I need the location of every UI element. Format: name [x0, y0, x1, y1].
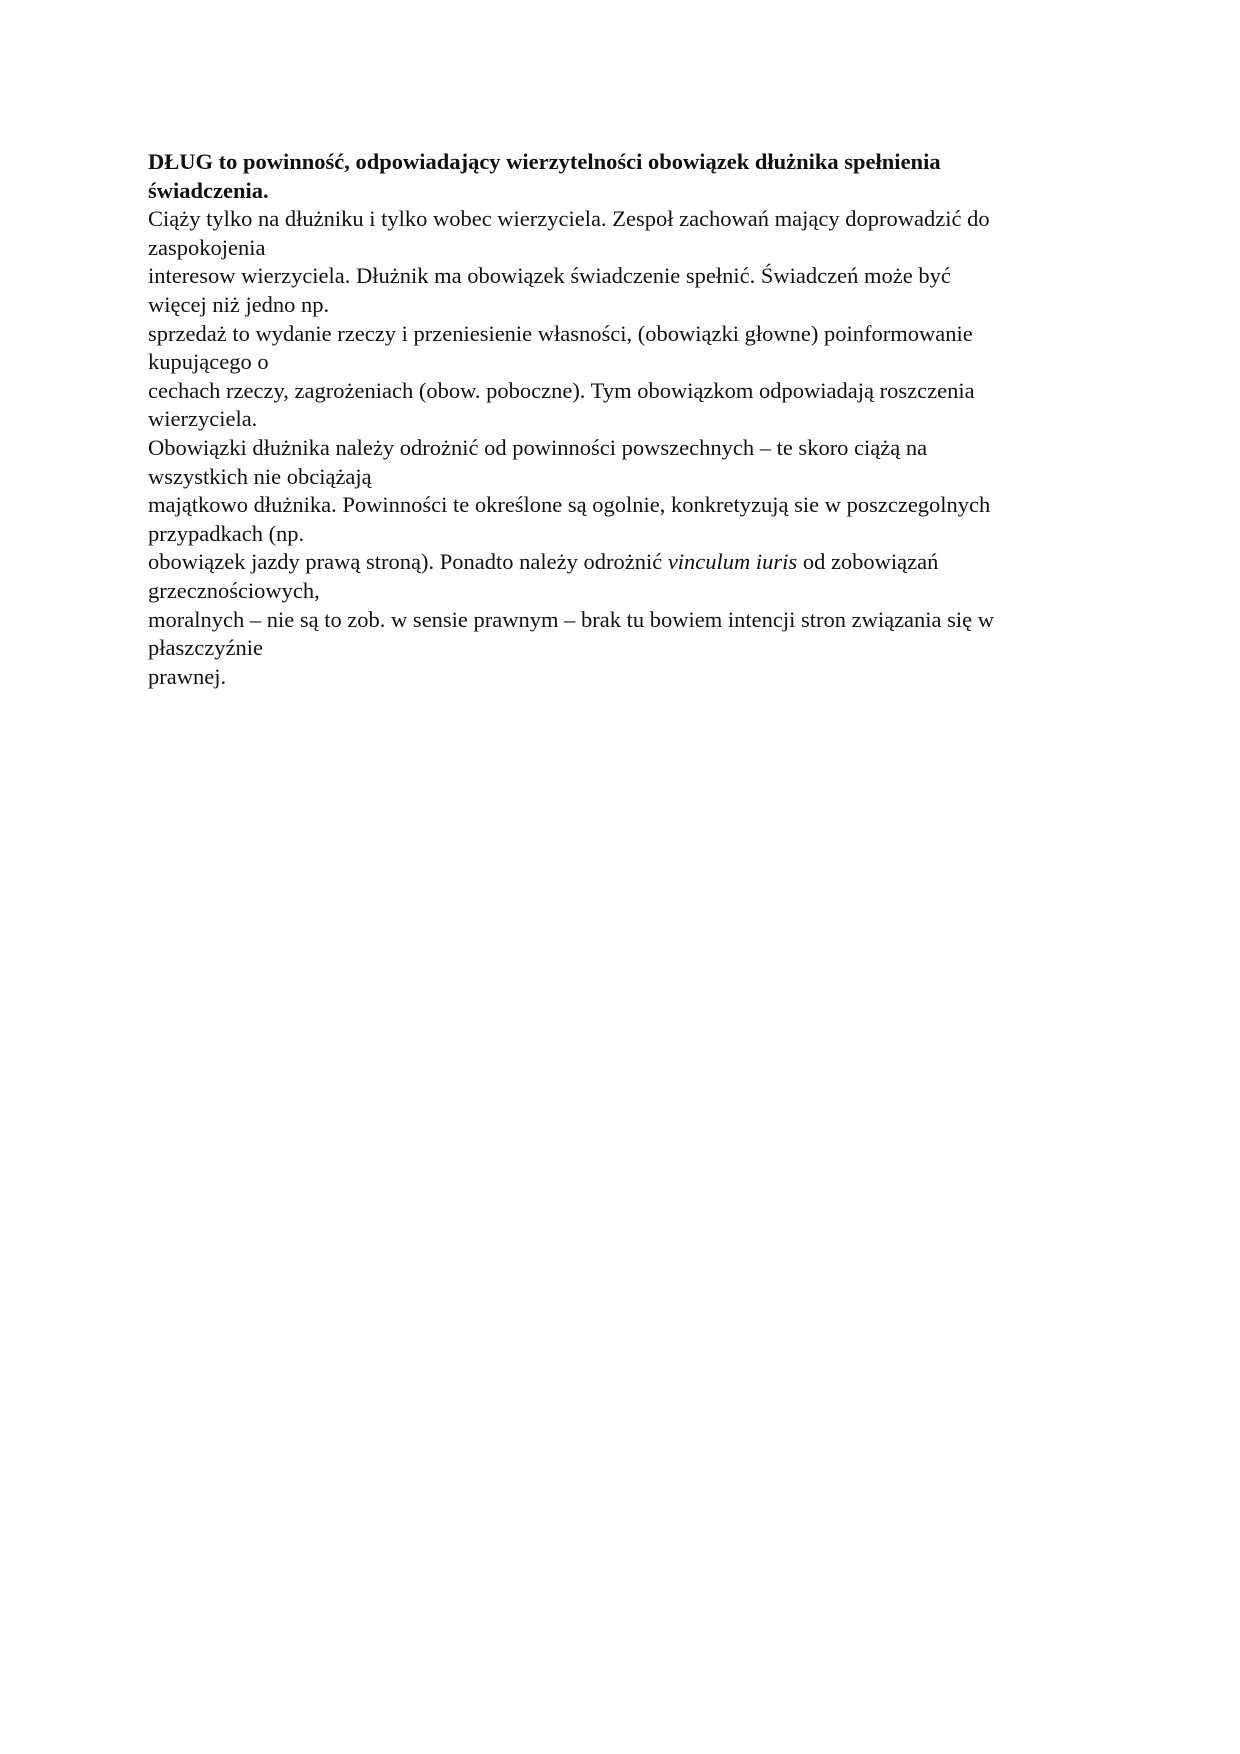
- body-line: grzecznościowych,: [148, 577, 320, 603]
- body-line: Ciąży tylko na dłużniku i tylko wobec wierzyciela. Zespoł zachowań mający doprowadzić do: [148, 206, 990, 232]
- body-line: moralnych – nie są to zob. w sensie prawnym – brak tu bowiem intencji stron związania się w: [148, 606, 995, 632]
- body-line: cechach rzeczy, zagrożeniach (obow. poboczne). Tym obowiązkom odpowiadają roszczenia: [148, 377, 975, 403]
- body-line: więcej niż jedno np.: [148, 291, 330, 317]
- body-line-with-italic: [148, 548, 1098, 577]
- heading-line-2: świadczenia.: [148, 177, 269, 203]
- body-text-segment: obowiązek jazdy prawą stroną). Ponadto należy odrożnić: [148, 549, 668, 575]
- body-line: zaspokojenia: [148, 234, 266, 260]
- body-line: sprzedaż to wydanie rzeczy i przeniesienie własności, (obowiązki głowne) poinformowanie: [148, 320, 973, 346]
- body-line: kupującego o: [148, 349, 269, 375]
- body-line: wierzyciela.: [148, 406, 258, 432]
- body-line: wszystkich nie obciążają: [148, 463, 372, 489]
- heading-line-1: DŁUG to powinność, odpowiadający wierzytelności obowiązek dłużnika spełnienia: [148, 149, 941, 174]
- body-line: majątkowo dłużnika. Powinności te określone są ogolnie, konkretyzują sie w poszczegolnych: [148, 492, 991, 518]
- body-line: interesow wierzyciela. Dłużnik ma obowiązek świadczenie spełnić. Świadczeń może być: [148, 263, 951, 289]
- italic-term: vinculum iuris: [667, 549, 798, 575]
- body-line: prawnej.: [148, 663, 227, 689]
- document-body: [148, 148, 1098, 691]
- body-line: Obowiązki dłużnika należy odrożnić od powinności powszechnych – te skoro ciążą na: [148, 434, 928, 460]
- body-text-segment: od zobowiązań: [797, 549, 939, 575]
- body-line: przypadkach (np.: [148, 520, 305, 546]
- body-line: płaszczyźnie: [148, 635, 263, 661]
